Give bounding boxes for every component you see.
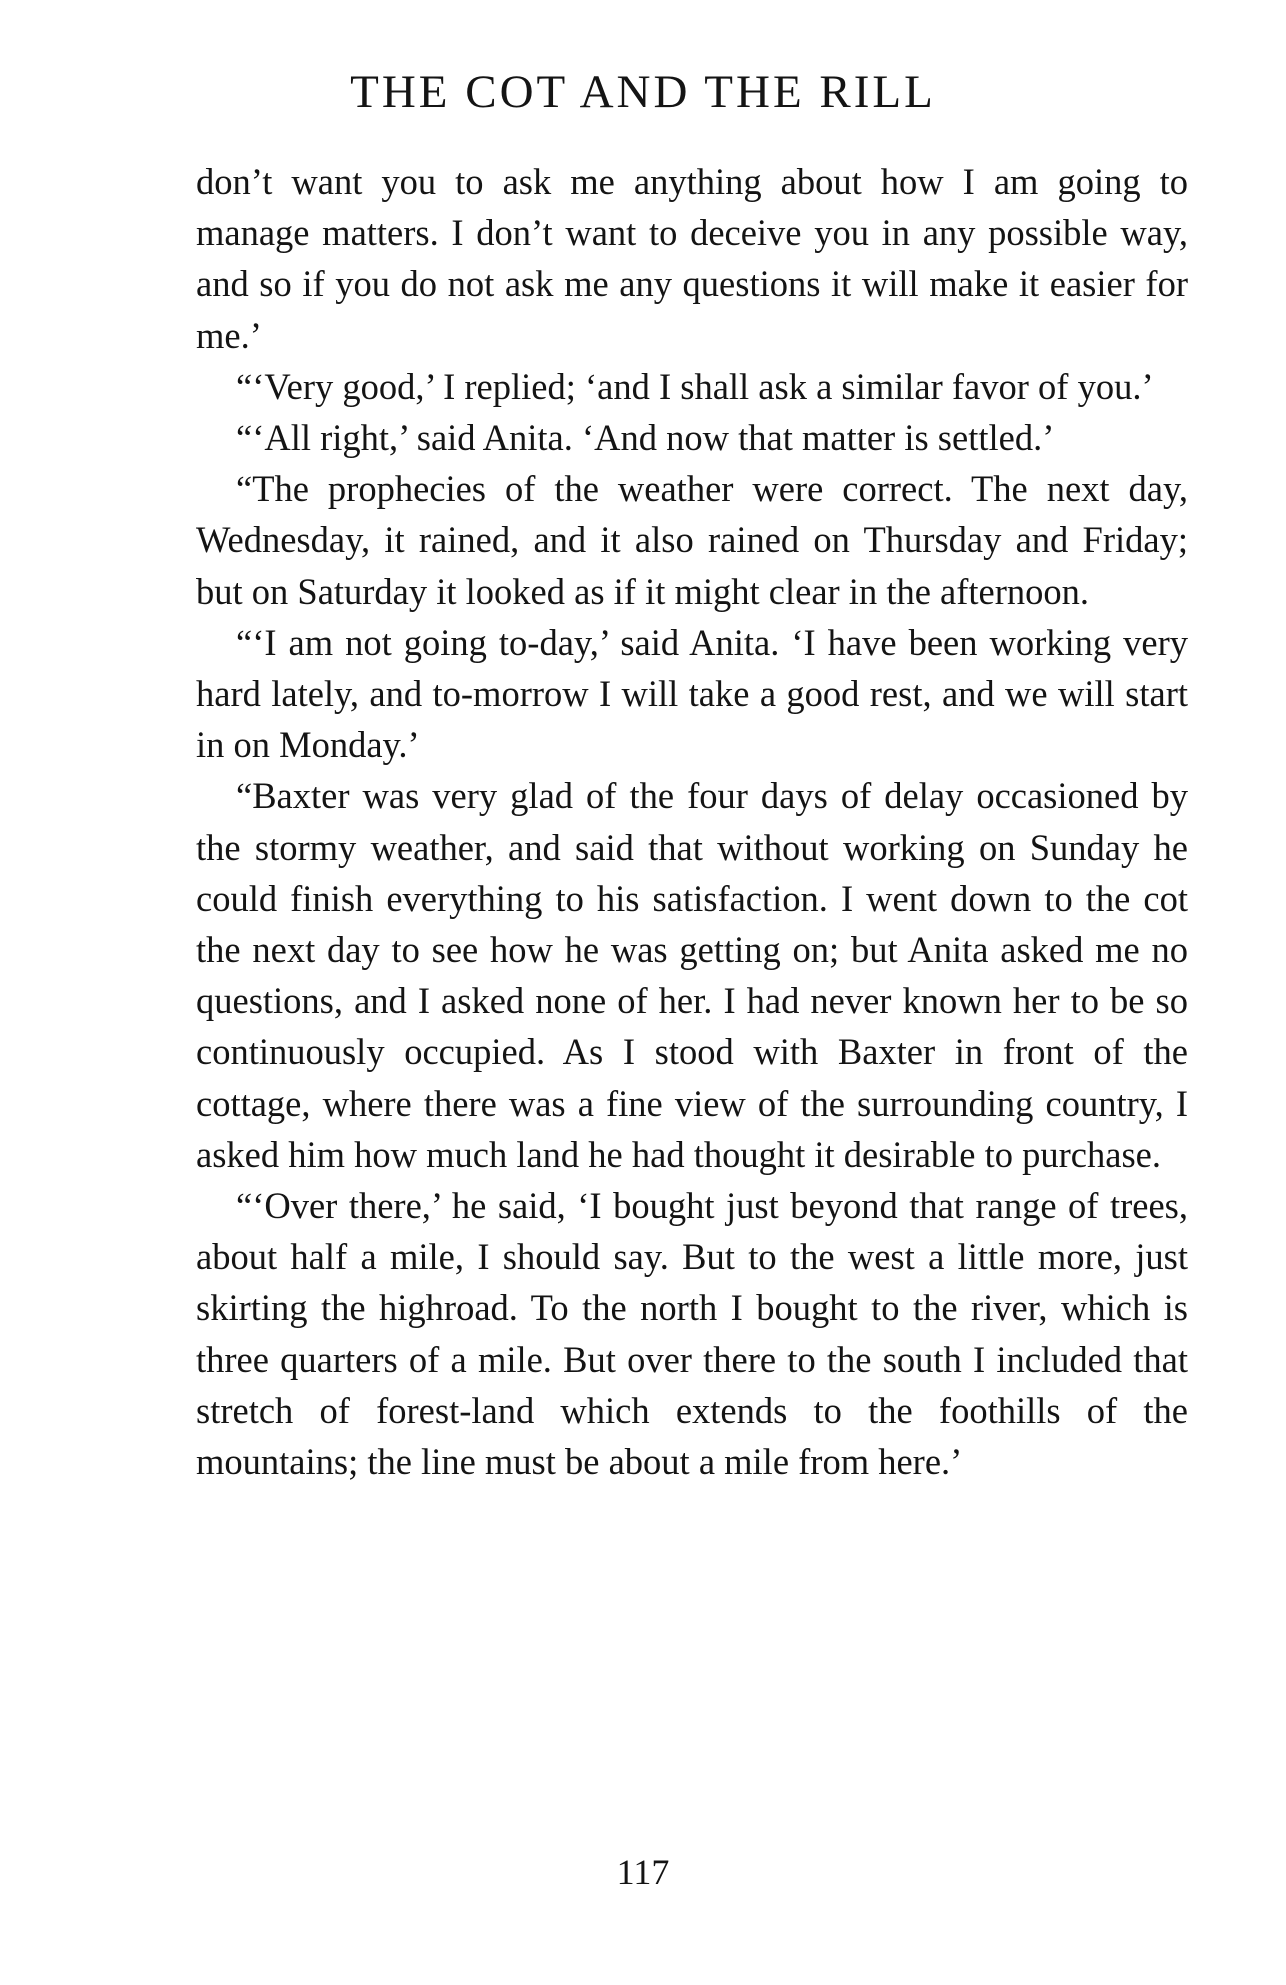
paragraph: “The prophecies of the weather were correct. The next day, Wednesday, it rained, and it also rained on Thursday and Friday; but on Saturday it looked as if it might clear in the afternoon. bbox=[196, 468, 1188, 612]
paragraph: “‘I am not going to-day,’ said Anita. ‘I have been working very hard lately, and to-morrow I will take a good rest, and we will start in on Monday.’ bbox=[196, 621, 1188, 766]
paragraph: “‘Over there,’ he said, ‘I bought just beyond that range of trees, about half a mile, I should say. But to the west a little more, just skirting the highroad. To the north I bought to the river, which is three quarters of a mile. But over there to the south I included that stretch of forest-land which extends to the foothills of the mountains; the line must be about a mile from here.’ bbox=[196, 1185, 1188, 1483]
page-number: 117 bbox=[616, 1852, 670, 1892]
paragraph-continued: don’t want you to ask me anything about how I am going to manage matters. I don’t want to deceive you in any possible way, and so if you do not ask me any questions it will make it easier for me.’ bbox=[196, 161, 1188, 356]
paragraph: “‘Very good,’ I replied; ‘and I shall ask a similar favor of you.’ bbox=[236, 365, 1154, 407]
running-title: THE COT AND THE RILL bbox=[350, 66, 936, 118]
body-text bbox=[196, 156, 1188, 1487]
paragraph: “‘All right,’ said Anita. ‘And now that matter is settled.’ bbox=[236, 417, 1055, 459]
paragraph: “Baxter was very glad of the four days of delay occasioned by the stormy weather, and said that without working on Sunday he could finish everything to his satisfaction. I went down to the cot the next day to see how he was getting on; but Anita asked me no questions, and I asked none of her. I had never known her to be so continuously occupied. As I stood with Baxter in front of the cottage, where there was a fine view of the surrounding country, I asked him how much land he had thought it desirable to purchase. bbox=[196, 775, 1188, 1175]
